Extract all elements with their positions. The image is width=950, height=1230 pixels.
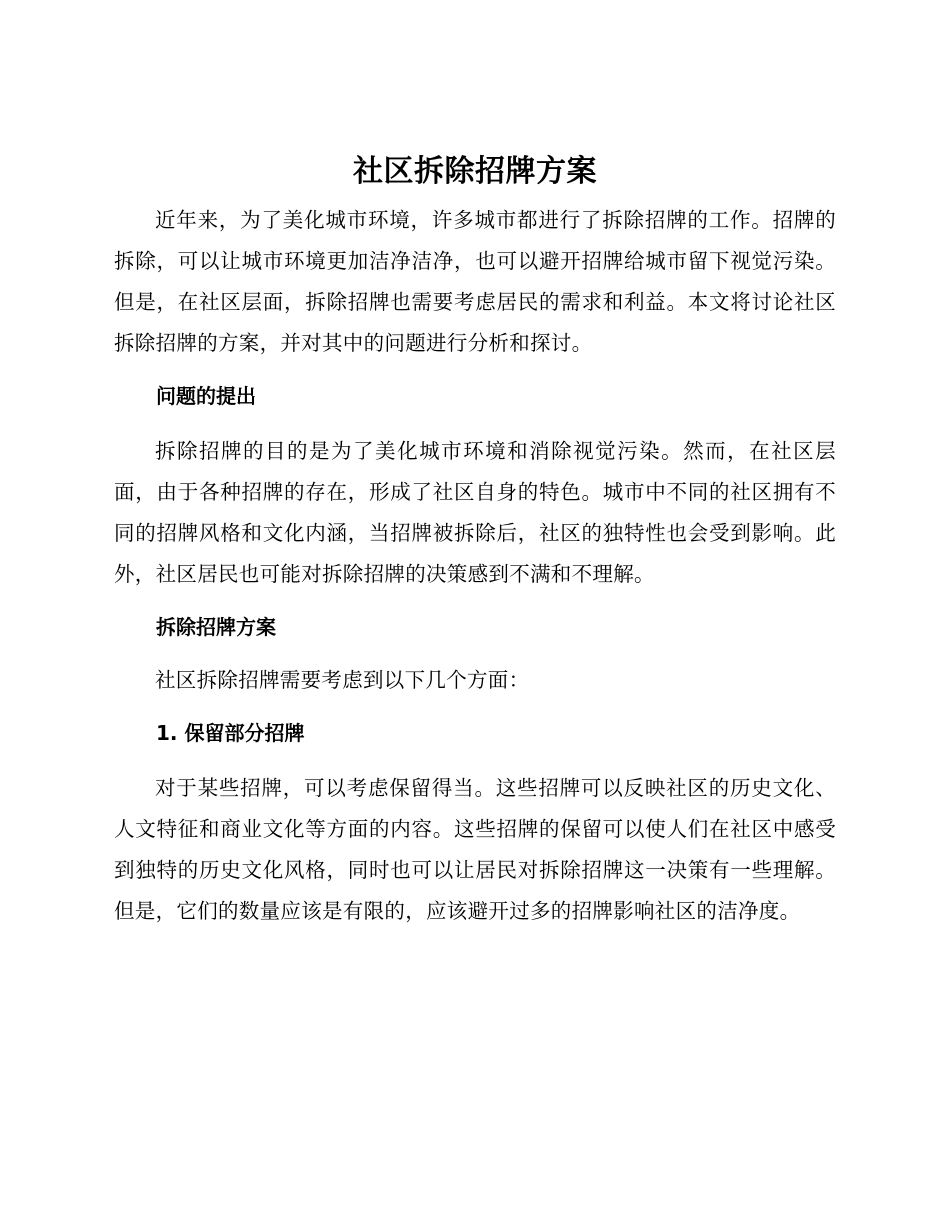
section-heading-plan: 拆除招牌方案	[156, 615, 276, 639]
intro-paragraph: 近年来，为了美化城市环境，许多城市都进行了拆除招牌的工作。招牌的拆除，可以让城市环境更加洁净洁净，也可以避开招牌给城市留下视觉污染。但是，在社区层面，拆除招牌也需要考虑居民的需求和利益。本文将讨论社区拆除招牌的方案，并对其中的问题进行分析和探讨。	[114, 208, 836, 355]
plan-paragraph: 社区拆除招牌需要考虑到以下几个方面：	[155, 668, 530, 692]
document-title: 社区拆除招牌方案	[353, 154, 597, 189]
section-heading-problem: 问题的提出	[156, 384, 256, 408]
document-page	[114, 148, 836, 932]
problem-paragraph: 拆除招牌的目的是为了美化城市环境和消除视觉污染。然而，在社区层面，由于各种招牌的存在，形成了社区自身的特色。城市中不同的社区拥有不同的招牌风格和文化内涵，当招牌被拆除后，社区的独特性也会受到影响。此外，社区居民也可能对拆除招牌的决策感到不满和不理解。	[114, 439, 836, 586]
keep-paragraph: 对于某些招牌，可以考虑保留得当。这些招牌可以反映社区的历史文化、人文特征和商业文化等方面的内容。这些招牌的保留可以使人们在社区中感受到独特的历史文化风格，同时也可以让居民对拆除招牌这一决策有一些理解。但是，它们的数量应该是有限的，应该避开过多的招牌影响社区的洁净度。	[114, 776, 836, 923]
subsection-heading-keep: 1. 保留部分招牌	[156, 721, 305, 745]
